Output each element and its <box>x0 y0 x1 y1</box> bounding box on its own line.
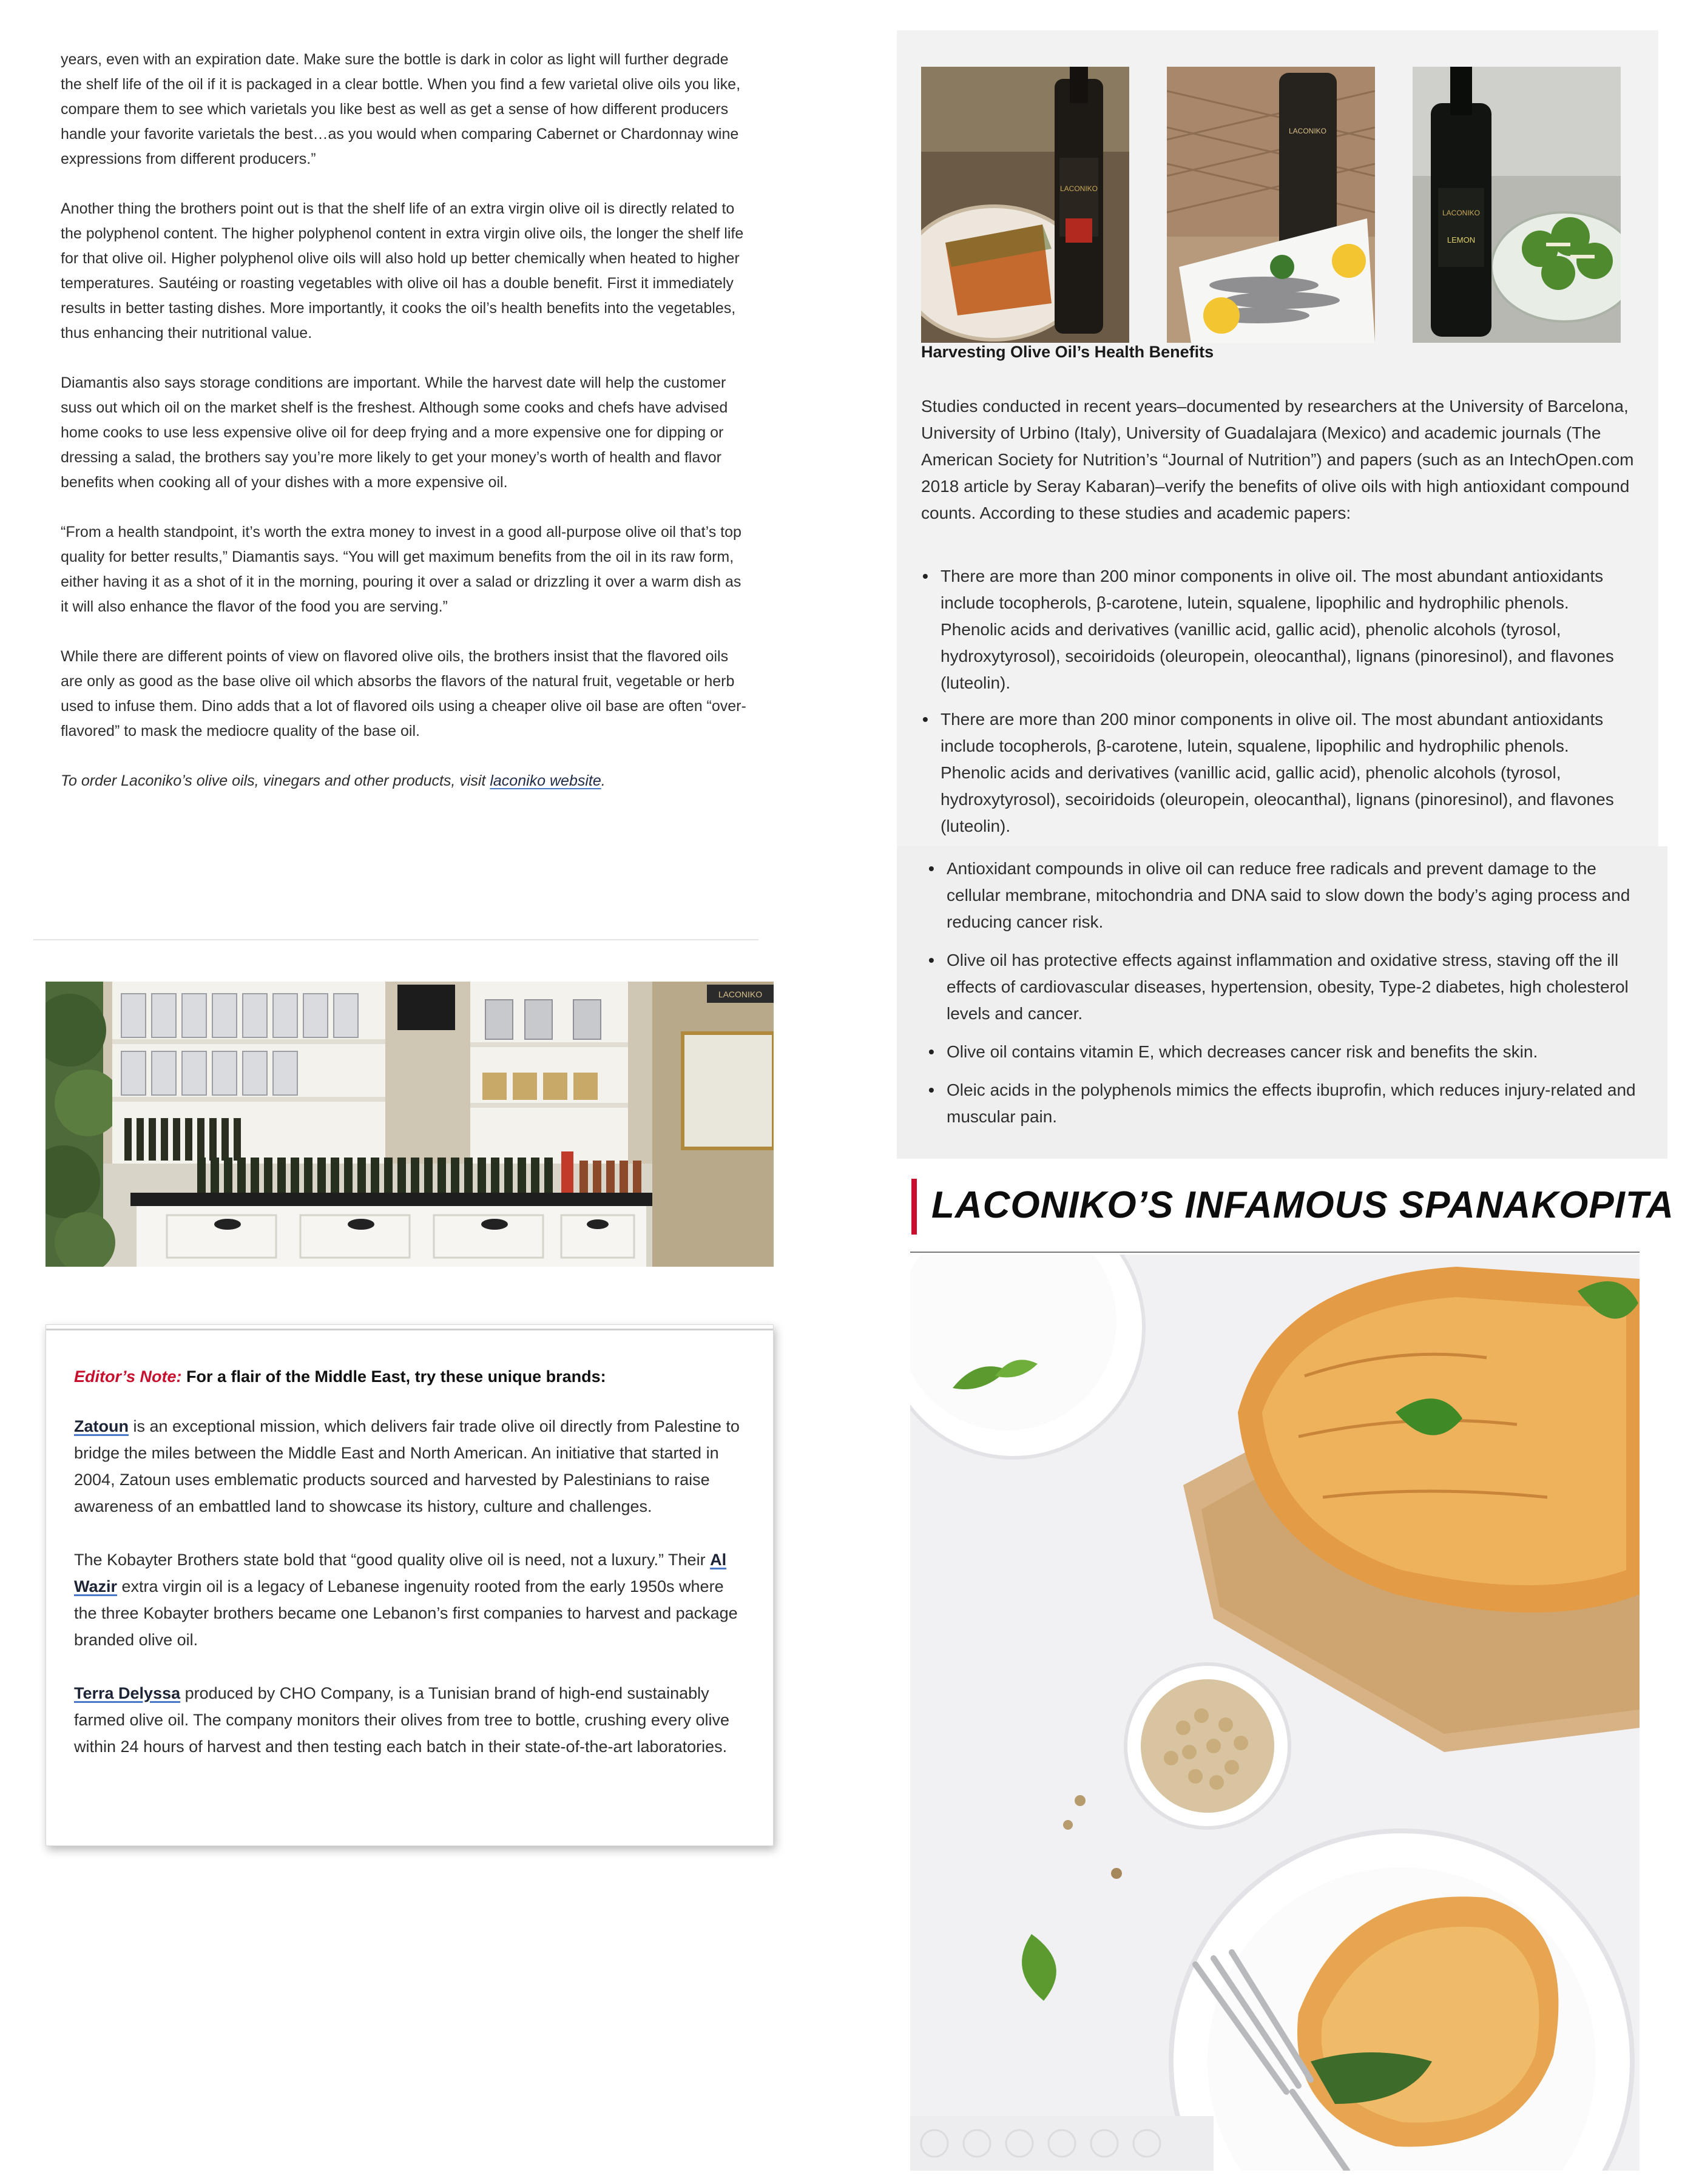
salad-bottle-photo <box>1413 67 1621 343</box>
al-wazir-link[interactable]: Al Wazir <box>74 1551 727 1596</box>
terra-delyssa-link[interactable]: Terra Delyssa <box>74 1684 181 1702</box>
section-divider <box>33 939 758 940</box>
section-divider <box>910 1252 1640 1253</box>
antioxidant-bullet-list <box>922 563 1632 849</box>
list-item: • Oleic acids in the polyphenols mimics the effects ibuprofin, which reduces injury-related and muscular pain. <box>928 1077 1650 1130</box>
article-text-left <box>61 47 746 794</box>
spanakopita-dish-illustration <box>910 1255 1640 2171</box>
health-benefits-intro: Studies conducted in recent years–documented by researchers at the University of Barcelona, University of Urbino (Italy), University of Guadalajara (Mexico) and academic journals (The American Society for Nutrition’s “Journal of Nutrition”) and papers (such as an IntechOpen.com 2018 article by Seray Kabaran)–verify the benefits of olive oils with high antioxidant compound counts. According to these studies and academic papers: <box>921 397 1634 522</box>
salmon-bottle-photo <box>921 67 1129 343</box>
article-paragraph: While there are different points of view on flavored olive oils, the brothers insist that the flavored oils are only as good as the base olive oil which absorbs the flavors of the natural fruit, vegetable or herb used to infuse them. Dino adds that a lot of flavored oils using a cheaper olive oil base are often “over-flavored” to mask the mediocre quality of the base oil. <box>61 648 746 740</box>
salad-dish-illustration <box>1413 67 1621 343</box>
laconiko-store-photo <box>46 982 774 1267</box>
bottle-label: LACONIKO <box>1288 127 1327 135</box>
bottle-label: LACONIKO <box>1059 184 1098 193</box>
bottle-label: LACONIKO <box>1442 209 1481 217</box>
zatoun-paragraph: Zatoun is an exceptional mission, which delivers fair trade olive oil directly from Palestine to bridge the miles between the Middle East and North American. An initiative that started in 2004, Zatoun uses emblematic products sourced and harvested by Palestinians to raise awareness of an embattled land to showcase its history, culture and challenges. <box>74 1417 740 1515</box>
list-item: • Olive oil contains vitamin E, which decreases cancer risk and benefits the skin. <box>928 1039 1650 1065</box>
editors-note-box <box>46 1324 774 1846</box>
list-item: • Antioxidant compounds in olive oil can reduce free radicals and prevent damage to the cellular membrane, mitochondria and DNA said to slow down the body’s aging process and reducing cancer risk. <box>928 855 1650 935</box>
salmon-dish-illustration <box>921 67 1129 343</box>
article-paragraph: “From a health standpoint, it’s worth the extra money to invest in a good all-purpose olive oil that’s top quality for better results,” Diamantis says. “You will get maximum benefits from the oil in its raw form, either having it as a shot of it in the morning, pouring it over a salad or drizzling it over a warm dish as it will also enhance the flavor of the food you are serving.” <box>61 524 741 615</box>
store-sign: LACONIKO <box>718 989 763 999</box>
spanakopita-title: LACONIKO’S INFAMOUS SPANAKOPITA <box>931 1184 1674 1226</box>
list-item: • There are more than 200 minor components in olive oil. The most abundant antioxidants include tocopherols, β-carotene, lutein, squalene, lipophilic and hydrophilic phenols. Phenolic acids and derivatives (vanillic acid, gallic acid), phenolic alcohols (tyrosol, hydroxytyrosol), secoiridoids (oleuropein, oleocanthal), lignans (pinoresinol), and flavones (luteolin). <box>922 706 1632 840</box>
store-shelves-illustration <box>46 982 774 1267</box>
benefits-bullet-list <box>928 855 1650 1142</box>
order-callout: To order Laconiko’s olive oils, vinegars and other products, visit laconiko website. <box>61 772 606 789</box>
box-top-rule <box>46 1329 773 1330</box>
list-item: • There are more than 200 minor components in olive oil. The most abundant antioxidants include tocopherols, β-carotene, lutein, squalene, lipophilic and hydrophilic phenols. Phenolic acids and derivatives (vanillic acid, gallic acid), phenolic alcohols (tyrosol, hydroxytyrosol), secoiridoids (oleuropein, oleocanthal), lignans (pinoresinol), and flavones (luteolin). <box>922 563 1632 696</box>
sardine-dish-illustration <box>1167 67 1375 343</box>
editors-note-heading: Editor’s Note: For a flair of the Middle East, try these unique brands: <box>74 1367 606 1386</box>
bottle-flavor-label: LEMON <box>1447 235 1476 244</box>
article-paragraph: Another thing the brothers point out is that the shelf life of an extra virgin olive oil is directly related to the polyphenol content. The higher polyphenol content in extra virgin olive oils, the longer the shelf life for that olive oil. Higher polyphenol olive oils will also hold up better chemically when heated to higher temperatures. Sautéing or roasting vegetables with olive oil has a double benefit. First it immediately results in better tasting dishes. More importantly, it cooks the oil’s health benefits into the vegetables, thus enhancing their nutritional value. <box>61 200 744 342</box>
spanakopita-photo <box>910 1255 1640 2171</box>
laconiko-website-link[interactable]: laconiko website <box>490 772 601 789</box>
list-item: • Olive oil has protective effects against inflammation and oxidative stress, staving off the ill effects of cardiovascular diseases, hypertension, obesity, Type-2 diabetes, high cholesterol levels and cancer. <box>928 947 1650 1027</box>
terra-delyssa-paragraph: Terra Delyssa produced by CHO Company, is a Tunisian brand of high-end sustainably farmed olive oil. The company monitors their olives from tree to bottle, crushing every olive within 24 hours of harvest and then testing each batch in their state-of-the-art laboratories. <box>74 1684 729 1756</box>
kobayter-paragraph: The Kobayter Brothers state bold that “good quality olive oil is need, not a luxury.” Their Al Wazir extra virgin oil is a legacy of Lebanese ingenuity rooted from the early 1950s where the three Kobayter brothers became one Lebanon’s first companies to harvest and package branded olive oil. <box>74 1551 738 1649</box>
article-paragraph: Diamantis also says storage conditions are important. While the harvest date will help the customer suss out which oil on the market shelf is the freshest. Although some cooks and chefs have advised home cooks to use less expensive olive oil for deep frying and a more expensive one for dipping or dressing a salad, the brothers say you’re more likely to get your money’s worth of health and flavor benefits when cooking all of your dishes with a more expensive oil. <box>61 374 728 491</box>
health-benefits-title: Harvesting Olive Oil’s Health Benefits <box>921 343 1214 361</box>
title-accent-bar <box>911 1179 917 1235</box>
zatoun-link[interactable]: Zatoun <box>74 1417 129 1435</box>
sardine-bottle-photo <box>1167 67 1375 343</box>
article-paragraph: years, even with an expiration date. Make sure the bottle is dark in color as light will further degrade the shelf life of the oil if it is packaged in a clear bottle. When you find a few varietal olive oils you like, compare them to see which varietals you like best as well as get a sense of how different producers handle your favorite varietals the best…as you would when comparing Cabernet or Chardonnay wine expressions from different producers.” <box>61 51 741 167</box>
